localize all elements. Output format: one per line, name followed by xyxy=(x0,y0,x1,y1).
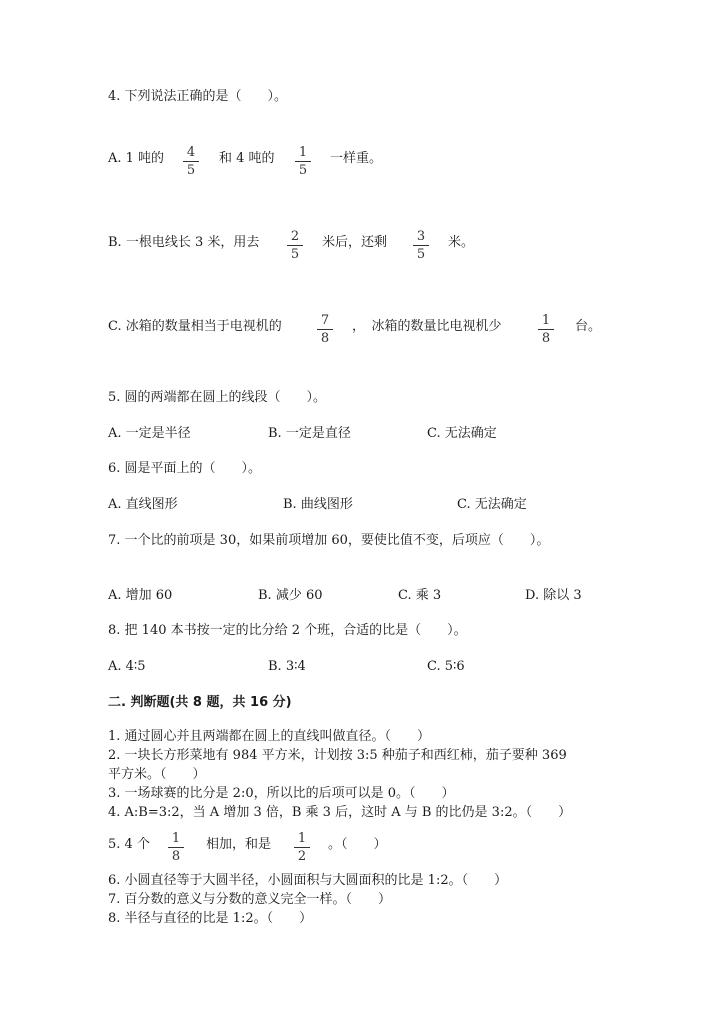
judge-5-f1-denominator: 8 xyxy=(171,849,181,864)
q4-a-f2-denominator: 5 xyxy=(298,163,308,178)
q5-stem: 5. 圆的两端都在圆上的线段（ ）。 xyxy=(108,390,327,405)
q4-b-f1-denominator: 5 xyxy=(290,247,300,262)
q5-option-a: A. 一定是半径 xyxy=(108,426,191,441)
q7-option-b: B. 减少 60 xyxy=(258,588,323,603)
q6-option-a: A. 直线图形 xyxy=(108,497,178,512)
q4-a-f1-denominator: 5 xyxy=(186,163,196,178)
q4-c-f2-denominator: 8 xyxy=(541,331,551,346)
q4-a-fraction-1 xyxy=(183,145,199,178)
q7-option-c: C. 乘 3 xyxy=(398,588,442,603)
judge-item-6: 6. 小圆直径等于大圆半径，小圆面积与大圆面积的比是 1:2。（ ） xyxy=(108,873,508,888)
q4-c-fraction-2 xyxy=(538,313,554,346)
q7-option-a: A. 增加 60 xyxy=(108,588,173,603)
q6-option-c: C. 无法确定 xyxy=(457,497,527,512)
judge-item-5-text1: 5. 4 个 xyxy=(108,837,150,852)
q8-option-c: C. 5∶6 xyxy=(427,659,465,674)
q8-option-a: A. 4∶5 xyxy=(108,659,146,674)
q4-a-f1-numerator: 4 xyxy=(186,145,196,160)
q4-c-text1: C. 冰箱的数量相当于电视机的 xyxy=(108,319,282,334)
q5-option-b: B. 一定是直径 xyxy=(268,426,351,441)
judge-item-5-text3: 。（ ） xyxy=(328,837,387,852)
q4-b-f2-denominator: 5 xyxy=(416,247,426,262)
judge-item-5-text2: 相加，和是 xyxy=(206,837,272,852)
q4-a-text1: A. 1 吨的 xyxy=(108,151,165,166)
q4-c-text2: ， 冰箱的数量比电视机少 xyxy=(352,319,502,334)
q4-c-f2-numerator: 1 xyxy=(541,313,551,328)
judge-item-5-fraction-1 xyxy=(168,831,184,864)
q8-stem: 8. 把 140 本书按一定的比分给 2 个班，合适的比是（ ）。 xyxy=(108,623,467,638)
judge-5-f1-numerator: 1 xyxy=(171,831,181,846)
judge-item-5-fraction-2 xyxy=(294,831,310,864)
q4-b-text2: 米后，还剩 xyxy=(322,235,388,250)
judge-item-8: 8. 半径与直径的比是 1:2。（ ） xyxy=(108,911,313,926)
judge-5-f2-denominator: 2 xyxy=(297,849,307,864)
q4-a-text3: 一样重。 xyxy=(330,151,383,166)
q8-option-b: B. 3∶4 xyxy=(268,659,306,674)
q4-c-fraction-1 xyxy=(317,313,333,346)
judge-item-3: 3. 一场球赛的比分是 2:0，所以比的后项可以是 0。（ ） xyxy=(108,786,455,801)
q4-b-f1-numerator: 2 xyxy=(290,229,300,244)
q7-option-d: D. 除以 3 xyxy=(525,588,582,603)
q4-c-f1-denominator: 8 xyxy=(320,331,330,346)
q4-a-fraction-2 xyxy=(295,145,311,178)
judge-item-2-line2: 平方米。（ ） xyxy=(108,767,206,782)
q5-option-c: C. 无法确定 xyxy=(427,426,497,441)
q7-stem: 7. 一个比的前项是 30，如果前项增加 60，要使比值不变，后项应（ ）。 xyxy=(108,533,550,548)
q4-a-text2: 和 4 吨的 xyxy=(219,151,275,166)
q4-c-f1-numerator: 7 xyxy=(320,313,330,328)
q4-a-f2-numerator: 1 xyxy=(298,145,308,160)
q4-b-fraction-1 xyxy=(287,229,303,262)
q6-stem: 6. 圆是平面上的（ ）。 xyxy=(108,461,262,476)
q4-b-text3: 米。 xyxy=(448,235,475,250)
judge-item-4: 4. A:B=3:2，当 A 增加 3 倍，B 乘 3 后，这时 A 与 B 的比仍是 3:2。（ ） xyxy=(108,805,572,820)
q4-b-text1: B. 一根电线长 3 米，用去 xyxy=(108,235,260,250)
section-2-heading: 二. 判断题(共 8 题，共 16 分) xyxy=(108,695,292,710)
judge-5-f2-numerator: 1 xyxy=(297,831,307,846)
q4-b-fraction-2 xyxy=(413,229,429,262)
q4-b-f2-numerator: 3 xyxy=(416,229,426,244)
judge-item-1: 1. 通过圆心并且两端都在圆上的直线叫做直径。（ ） xyxy=(108,729,431,744)
q4-stem: 4. 下列说法正确的是（ ）。 xyxy=(108,89,288,104)
q6-option-b: B. 曲线图形 xyxy=(283,497,353,512)
judge-item-7: 7. 百分数的意义与分数的意义完全一样。（ ） xyxy=(108,892,392,907)
judge-item-2-line1: 2. 一块长方形菜地有 984 平方米，计划按 3:5 种茄子和西红柿，茄子要种 369 xyxy=(108,748,567,763)
q4-c-text3: 台。 xyxy=(575,319,602,334)
